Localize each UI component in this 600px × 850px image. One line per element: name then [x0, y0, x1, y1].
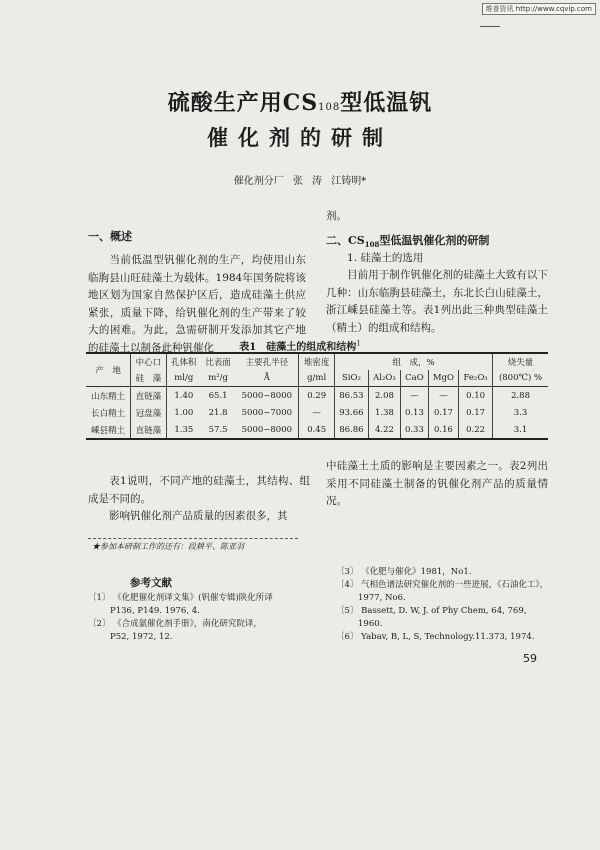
cell-loss: 3.1: [493, 421, 548, 439]
table-caption-ref: 1: [356, 339, 361, 348]
ref-num: 〔4〕: [336, 580, 359, 590]
th-center: 中心口: [131, 353, 166, 370]
cell-fe2o3: 0.10: [459, 387, 493, 405]
right-paragraph-text: 目前用于制作钒催化剂的硅藻土大致有以下几种：山东临朐县硅藻土，东北长白山硅藻土，浙江嵊县硅藻土等。表1列出此三种典型硅藻土（精土）的组成和结构。: [326, 269, 548, 334]
ref-text: Yabav, B, L, S, Technology.11.373, 1974.: [361, 632, 535, 642]
section-2-post: 型低温钒催化剂的研制: [379, 233, 490, 247]
title-post: 型低温钒: [340, 90, 433, 116]
section-2-pre: 二、CS: [326, 233, 365, 247]
reference-cont: 1960.: [358, 619, 383, 629]
cell-al2o3: 2.08: [368, 387, 400, 405]
th-loss: 烧失量: [493, 353, 548, 370]
right-paragraph: [326, 267, 548, 337]
ref-num: 〔6〕: [336, 632, 359, 642]
cell-origin: 山东精土: [86, 387, 131, 405]
cell-origin: 嵊县精土: [91, 425, 126, 436]
footnote-divider: [88, 538, 298, 539]
th-density-unit: g/ml: [299, 370, 334, 387]
cell-fe2o3: 0.17: [459, 404, 493, 421]
references-right: [336, 566, 561, 644]
cell-mgo: 0.17: [428, 404, 458, 421]
th-fe2o3: Fe₂O₃: [459, 370, 493, 387]
cell-fe2o3: 0.22: [459, 421, 493, 439]
ref-num: 〔3〕: [336, 567, 359, 577]
cell-type: 冠盘藻: [131, 404, 166, 421]
table-header-row-1: [86, 353, 548, 370]
ref-text: 气相色谱法研究催化剂的一些进展，《石油化工》，: [361, 580, 549, 590]
analysis-text-2: 影响钒催化剂产品质量的因素很多，其: [109, 510, 288, 522]
th-area: 比表面: [205, 358, 231, 368]
subsection-1-text: 1. 硅藻土的选用: [347, 251, 424, 264]
references-left: [88, 592, 313, 644]
th-loss-temp: (800℃): [498, 373, 532, 383]
ref-text: 《化肥与催化》1981，No1.: [361, 567, 472, 577]
reference-item: [88, 618, 313, 631]
cell-origin: 长白精土: [91, 408, 126, 419]
title-subscript: 108: [318, 102, 341, 113]
cell-sio2: 86.53: [334, 387, 368, 405]
th-al2o3: Al₂O₃: [368, 370, 400, 387]
reference-item: [88, 592, 313, 605]
th-composition: 组 成，%: [334, 353, 492, 370]
th-kind: 硅 藻: [131, 370, 166, 387]
th-density: 堆密度: [299, 353, 334, 370]
analysis-paragraph-1: [88, 473, 310, 508]
cell-mgo: 0.16: [428, 421, 458, 439]
analysis-paragraph-3: 中硅藻土土质的影响是主要因素之一。表2列出采用不同硅藻土制备的钒催化剂产品的质量情况。: [326, 460, 548, 507]
table-caption-text: 表1 硅藻土的组成和结构: [239, 342, 357, 353]
scan-mark: [480, 26, 500, 27]
footnote: ★参加本研制工作的还有：段耕平、陈亚羽: [92, 542, 244, 551]
diatomite-table: [86, 352, 548, 440]
ref-text: 《合成氨催化剂手册》，南化研究院译，: [113, 619, 262, 629]
cell-cao: 0.13: [401, 404, 429, 421]
subsection-1-heading: [326, 250, 548, 268]
cell-loss: 2.88: [493, 387, 548, 405]
below-table-left: [88, 473, 310, 526]
th-sio2: SiO₂: [334, 370, 368, 387]
cell-density: 0.45: [299, 421, 334, 439]
cell-cao: 0.33: [401, 421, 429, 439]
right-column: [326, 208, 548, 337]
cell-loss: 3.3: [493, 404, 548, 421]
cell-type: 直链藻: [131, 387, 166, 405]
cell-density: 0.29: [299, 387, 334, 405]
reference-item: [336, 605, 561, 618]
analysis-text-1: 表1说明，不同产地的硅藻土，其结构、组成是不同的。: [88, 475, 310, 505]
th-loss-unit: [493, 370, 548, 387]
watermark: 维普资讯 http://www.cqvip.com: [482, 3, 596, 15]
cell-cao: —: [401, 387, 429, 405]
ref-num: 〔1〕: [88, 593, 111, 603]
section-1-text: 当前低温型钒催化剂的生产，均使用山东临朐县山旺硅藻土为载体。1984年国务院将该地区划为国家自然保护区后，造成硅藻土供应紧张，质量下降，给钒催化剂的生产带来了较大的困难。为此，急需研制开发添加其它产地的硅藻土以制备此种钒催化: [88, 254, 306, 354]
cell-area: 65.1: [201, 387, 235, 405]
table-row: [86, 421, 548, 439]
cell-al2o3: 1.38: [368, 404, 400, 421]
authors: 催化剂分厂 张 涛 江铸明*: [233, 176, 367, 187]
cell-sio2: 93.66: [334, 404, 368, 421]
th-loss-percent: %: [534, 373, 543, 383]
th-cao: CaO: [401, 370, 429, 387]
cell-type: 直链藻: [131, 421, 166, 439]
reference-item: [336, 579, 561, 592]
title-pre: 硫酸生产用CS: [167, 90, 319, 116]
th-volume: 孔体积: [166, 353, 201, 370]
section-2-heading: [326, 232, 548, 249]
section-1-heading: 一、概述: [88, 230, 132, 243]
th-area-unit: m²/g: [208, 373, 228, 383]
table-row: [86, 387, 548, 405]
table-caption: [0, 338, 600, 353]
cell-area: 21.8: [208, 407, 228, 418]
cell-volume: 1.00: [166, 404, 201, 421]
reference-cont: P136, P149. 1976, 4.: [110, 606, 200, 616]
page-number: 59: [523, 652, 537, 665]
cell-volume: 1.35: [166, 421, 201, 439]
th-volume-unit: ml/g: [166, 370, 201, 387]
cell-volume: 1.40: [166, 387, 201, 405]
th-pore-unit: Å: [263, 373, 270, 383]
th-pore: 主要孔半径: [245, 358, 289, 368]
title-line-1: [0, 86, 600, 117]
ref-text: Bassett, D. W, J. of Phy Chem, 64, 769,: [361, 606, 527, 616]
table-row: [86, 404, 548, 421]
reference-cont: P52, 1972, 12.: [110, 632, 173, 642]
cell-pore: 5000~8000: [235, 387, 299, 405]
cell-mgo: —: [428, 387, 458, 405]
section-2-subscript: 108: [364, 239, 380, 249]
references-title: 参考文献: [130, 577, 172, 589]
th-origin: 产 地: [95, 366, 121, 376]
th-mgo: MgO: [428, 370, 458, 387]
continuation-text: 剂。: [326, 210, 347, 222]
title-line-2: 催化剂的研制: [207, 125, 393, 150]
cell-density: —: [299, 404, 334, 421]
cell-area: 57.5: [208, 424, 228, 435]
ref-num: 〔2〕: [88, 619, 111, 629]
table-header-row-2: [86, 370, 548, 387]
analysis-paragraph-2: [88, 508, 310, 526]
below-table-right: [326, 458, 548, 511]
reference-item: [336, 631, 561, 644]
ref-num: 〔5〕: [336, 606, 359, 616]
cell-pore: 5000~7000: [241, 407, 293, 418]
cell-pore: 5000~8000: [241, 424, 293, 435]
cell-al2o3: 4.22: [368, 421, 400, 439]
reference-item: [336, 566, 561, 579]
cell-sio2: 86.86: [334, 421, 368, 439]
reference-cont: 1977, No6.: [358, 593, 406, 603]
ref-text: 《化肥催化剂译文集》(钒催专辑)陕化所译: [113, 593, 273, 603]
